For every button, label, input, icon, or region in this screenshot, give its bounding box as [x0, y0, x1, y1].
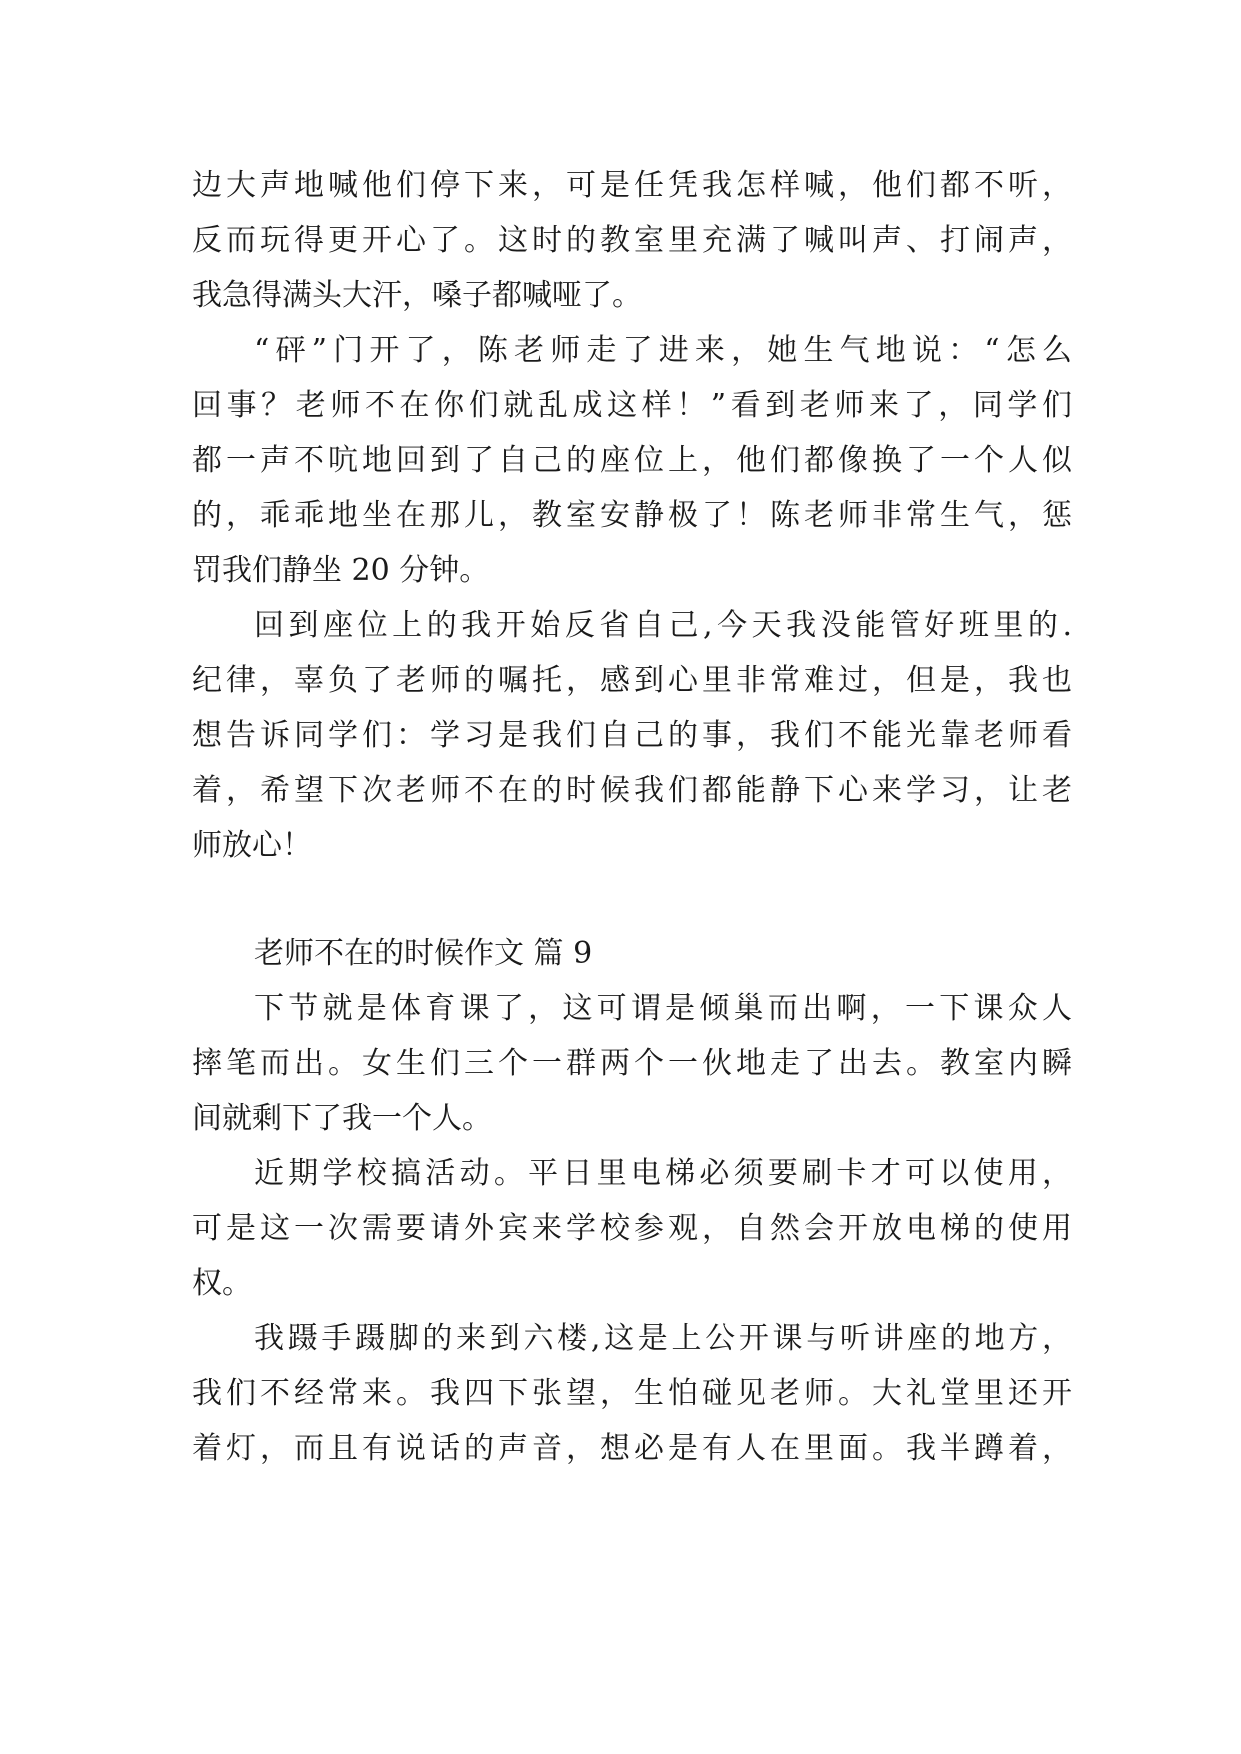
text-line: 回事？老师不在你们就乱成这样！”看到老师来了，同学们 — [192, 388, 1072, 423]
text-line: 罚我们静坐 20 分钟。 — [192, 553, 490, 588]
text-line: 的，乖乖地坐在那儿，教室安静极了！陈老师非常生气，惩 — [192, 498, 1072, 533]
text-line: 间就剩下了我一个人。 — [192, 1101, 492, 1136]
paragraph-first-line: 我蹑手蹑脚的来到六楼,这是上公开课与听讲座的地方， — [254, 1321, 1072, 1356]
text-line: 着，希望下次老师不在的时候我们都能静下心来学习，让老 — [192, 773, 1072, 808]
text-line: 边大声地喊他们停下来，可是任凭我怎样喊，他们都不听， — [192, 168, 1072, 203]
text-line: 师放心！ — [192, 828, 312, 863]
paragraph-first-line: 回到座位上的我开始反省自己,今天我没能管好班里的. — [254, 608, 1072, 643]
paragraph-first-line: 近期学校搞活动。平日里电梯必须要刷卡才可以使用， — [254, 1156, 1072, 1191]
paragraph-first-line: 下节就是体育课了，这可谓是倾巢而出啊，一下课众人 — [254, 991, 1072, 1026]
text-line: 纪律，辜负了老师的嘱托，感到心里非常难过，但是，我也 — [192, 663, 1072, 698]
text-line: 都一声不吭地回到了自己的座位上，他们都像换了一个人似 — [192, 443, 1072, 478]
text-line: 我们不经常来。我四下张望，生怕碰见老师。大礼堂里还开 — [192, 1376, 1072, 1411]
paragraph-first-line: “砰”门开了，陈老师走了进来，她生气地说：“怎么 — [254, 333, 1072, 368]
text-line: 反而玩得更开心了。这时的教室里充满了喊叫声、打闹声， — [192, 223, 1072, 258]
section-heading: 老师不在的时候作文 篇 9 — [254, 936, 593, 971]
text-line: 想告诉同学们：学习是我们自己的事，我们不能光靠老师看 — [192, 718, 1072, 753]
text-line: 可是这一次需要请外宾来学校参观，自然会开放电梯的使用 — [192, 1211, 1072, 1246]
text-line: 摔笔而出。女生们三个一群两个一伙地走了出去。教室内瞬 — [192, 1046, 1072, 1081]
text-line: 权。 — [192, 1266, 252, 1301]
text-line: 我急得满头大汗，嗓子都喊哑了。 — [192, 278, 642, 313]
text-line: 着灯，而且有说话的声音，想必是有人在里面。我半蹲着， — [192, 1431, 1072, 1466]
